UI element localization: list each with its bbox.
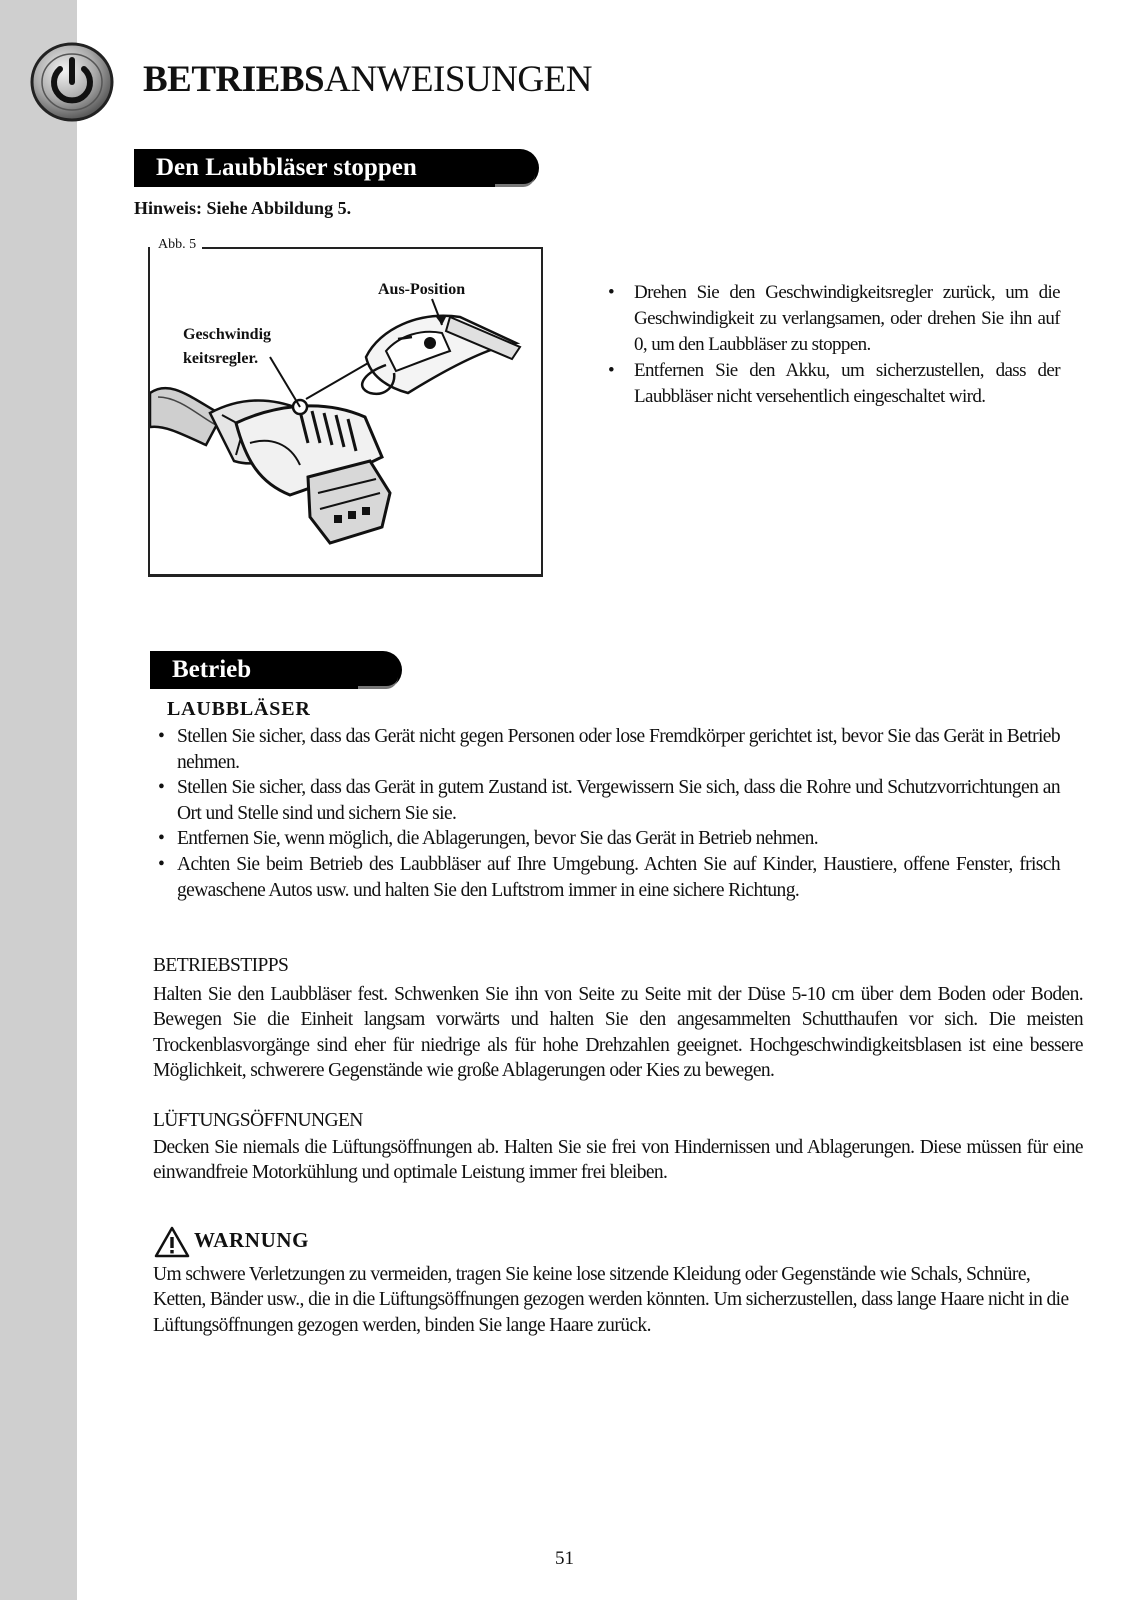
- list-item: • Entfernen Sie, wenn möglich, die Ablagerungen, bevor Sie das Gerät in Betrieb nehmen.: [157, 826, 1060, 852]
- list-item: • Stellen Sie sicher, dass das Gerät in gutem Zustand ist. Vergewissern Sie sich, dass die Rohre und Schutzvorrichtungen an Ort und Stelle sind und sichern Sie sie.: [157, 775, 1060, 826]
- callout-off-position: Aus-Position: [378, 281, 466, 298]
- tips-paragraph: Halten Sie den Laubbläser fest. Schwenken Sie ihn von Seite zu Seite mit der Düse 5-10 cm über dem Boden oder Boden. Bewegen Sie die Einheit langsam vorwärts und halten Sie den angesammelten Schutthaufen vor sich. Die meisten Trockenblasvorgänge sind eher für niedrige als für hohe Drehzahlen geeignet. Hochgeschwindigkeitsblasen ist eine bessere Möglichkeit, schwerere Gegenstände wie große Ablagerungen oder Kies zu bewegen.: [153, 984, 1083, 1082]
- figure-5: [148, 237, 543, 577]
- tips-heading: BETRIEBSTIPPS: [153, 955, 289, 976]
- warning-heading: WARNUNG: [194, 1228, 310, 1252]
- list-item: • Achten Sie beim Betrieb des Laubbläser auf Ihre Umgebung. Achten Sie auf Kinder, Haustiere, offene Fenster, frisch gewaschene Autos usw. und halten Sie den Luftstrom immer in eine sichere Richtung.: [157, 852, 1060, 903]
- page-title-light: ANWEISUNGEN: [324, 59, 592, 100]
- list-item: • Drehen Sie den Geschwindigkeitsregler zurück, um die Geschwindigkeit zu verlangsamen, oder drehen Sie ihn auf 0, um den Laubbläser zu stoppen.: [608, 280, 1060, 358]
- figure-hint: Hinweis: Siehe Abbildung 5.: [134, 198, 352, 218]
- power-icon: [30, 42, 114, 122]
- callout-speed-control: Geschwindig keitsregler.: [183, 326, 272, 367]
- operation-safety-list: [157, 724, 1060, 903]
- page-number: 51: [555, 1548, 574, 1569]
- vents-paragraph: Decken Sie niemals die Lüftungsöffnungen ab. Halten Sie sie frei von Hindernissen und Ablagerungen. Diese müssen für eine einwandfreie Motorkühlung und optimale Leistung immer frei bleiben.: [153, 1137, 1083, 1184]
- side-bar: [0, 0, 77, 1600]
- list-item: • Stellen Sie sicher, dass das Gerät nicht gegen Personen oder lose Fremdkörper gerichtet ist, bevor Sie das Gerät in Betrieb nehmen.: [157, 724, 1060, 775]
- figure-label: Abb. 5: [158, 237, 197, 252]
- laubblaser-subheading: LAUBBLÄSER: [167, 698, 311, 720]
- page-title: [143, 58, 592, 101]
- stop-instructions-list: [608, 280, 1060, 410]
- warning-triangle-icon: [154, 1226, 190, 1258]
- warning-paragraph: Um schwere Verletzungen zu vermeiden, tragen Sie keine lose sitzende Kleidung oder Gegenstände wie Schals, Schnüre, Ketten, Bänder usw., die in die Lüftungsöffnungen gezogen werden könnten. Um sicherzustellen, dass lange Haare nicht in die Lüftungsöffnungen gezogen werden, binden Sie lange Haare zurück.: [153, 1264, 1069, 1336]
- blower-illustration: [150, 247, 541, 574]
- list-item: • Entfernen Sie den Akku, um sicherzustellen, dass der Laubbläser nicht versehentlich eingeschaltet wird.: [608, 358, 1060, 410]
- betrieb-section-heading: Betrieb: [150, 651, 402, 689]
- vents-heading: LÜFTUNGSÖFFNUNGEN: [153, 1110, 363, 1131]
- page-title-bold: BETRIEBS: [143, 59, 325, 100]
- stop-section-heading: Den Laubbläser stoppen: [134, 149, 539, 187]
